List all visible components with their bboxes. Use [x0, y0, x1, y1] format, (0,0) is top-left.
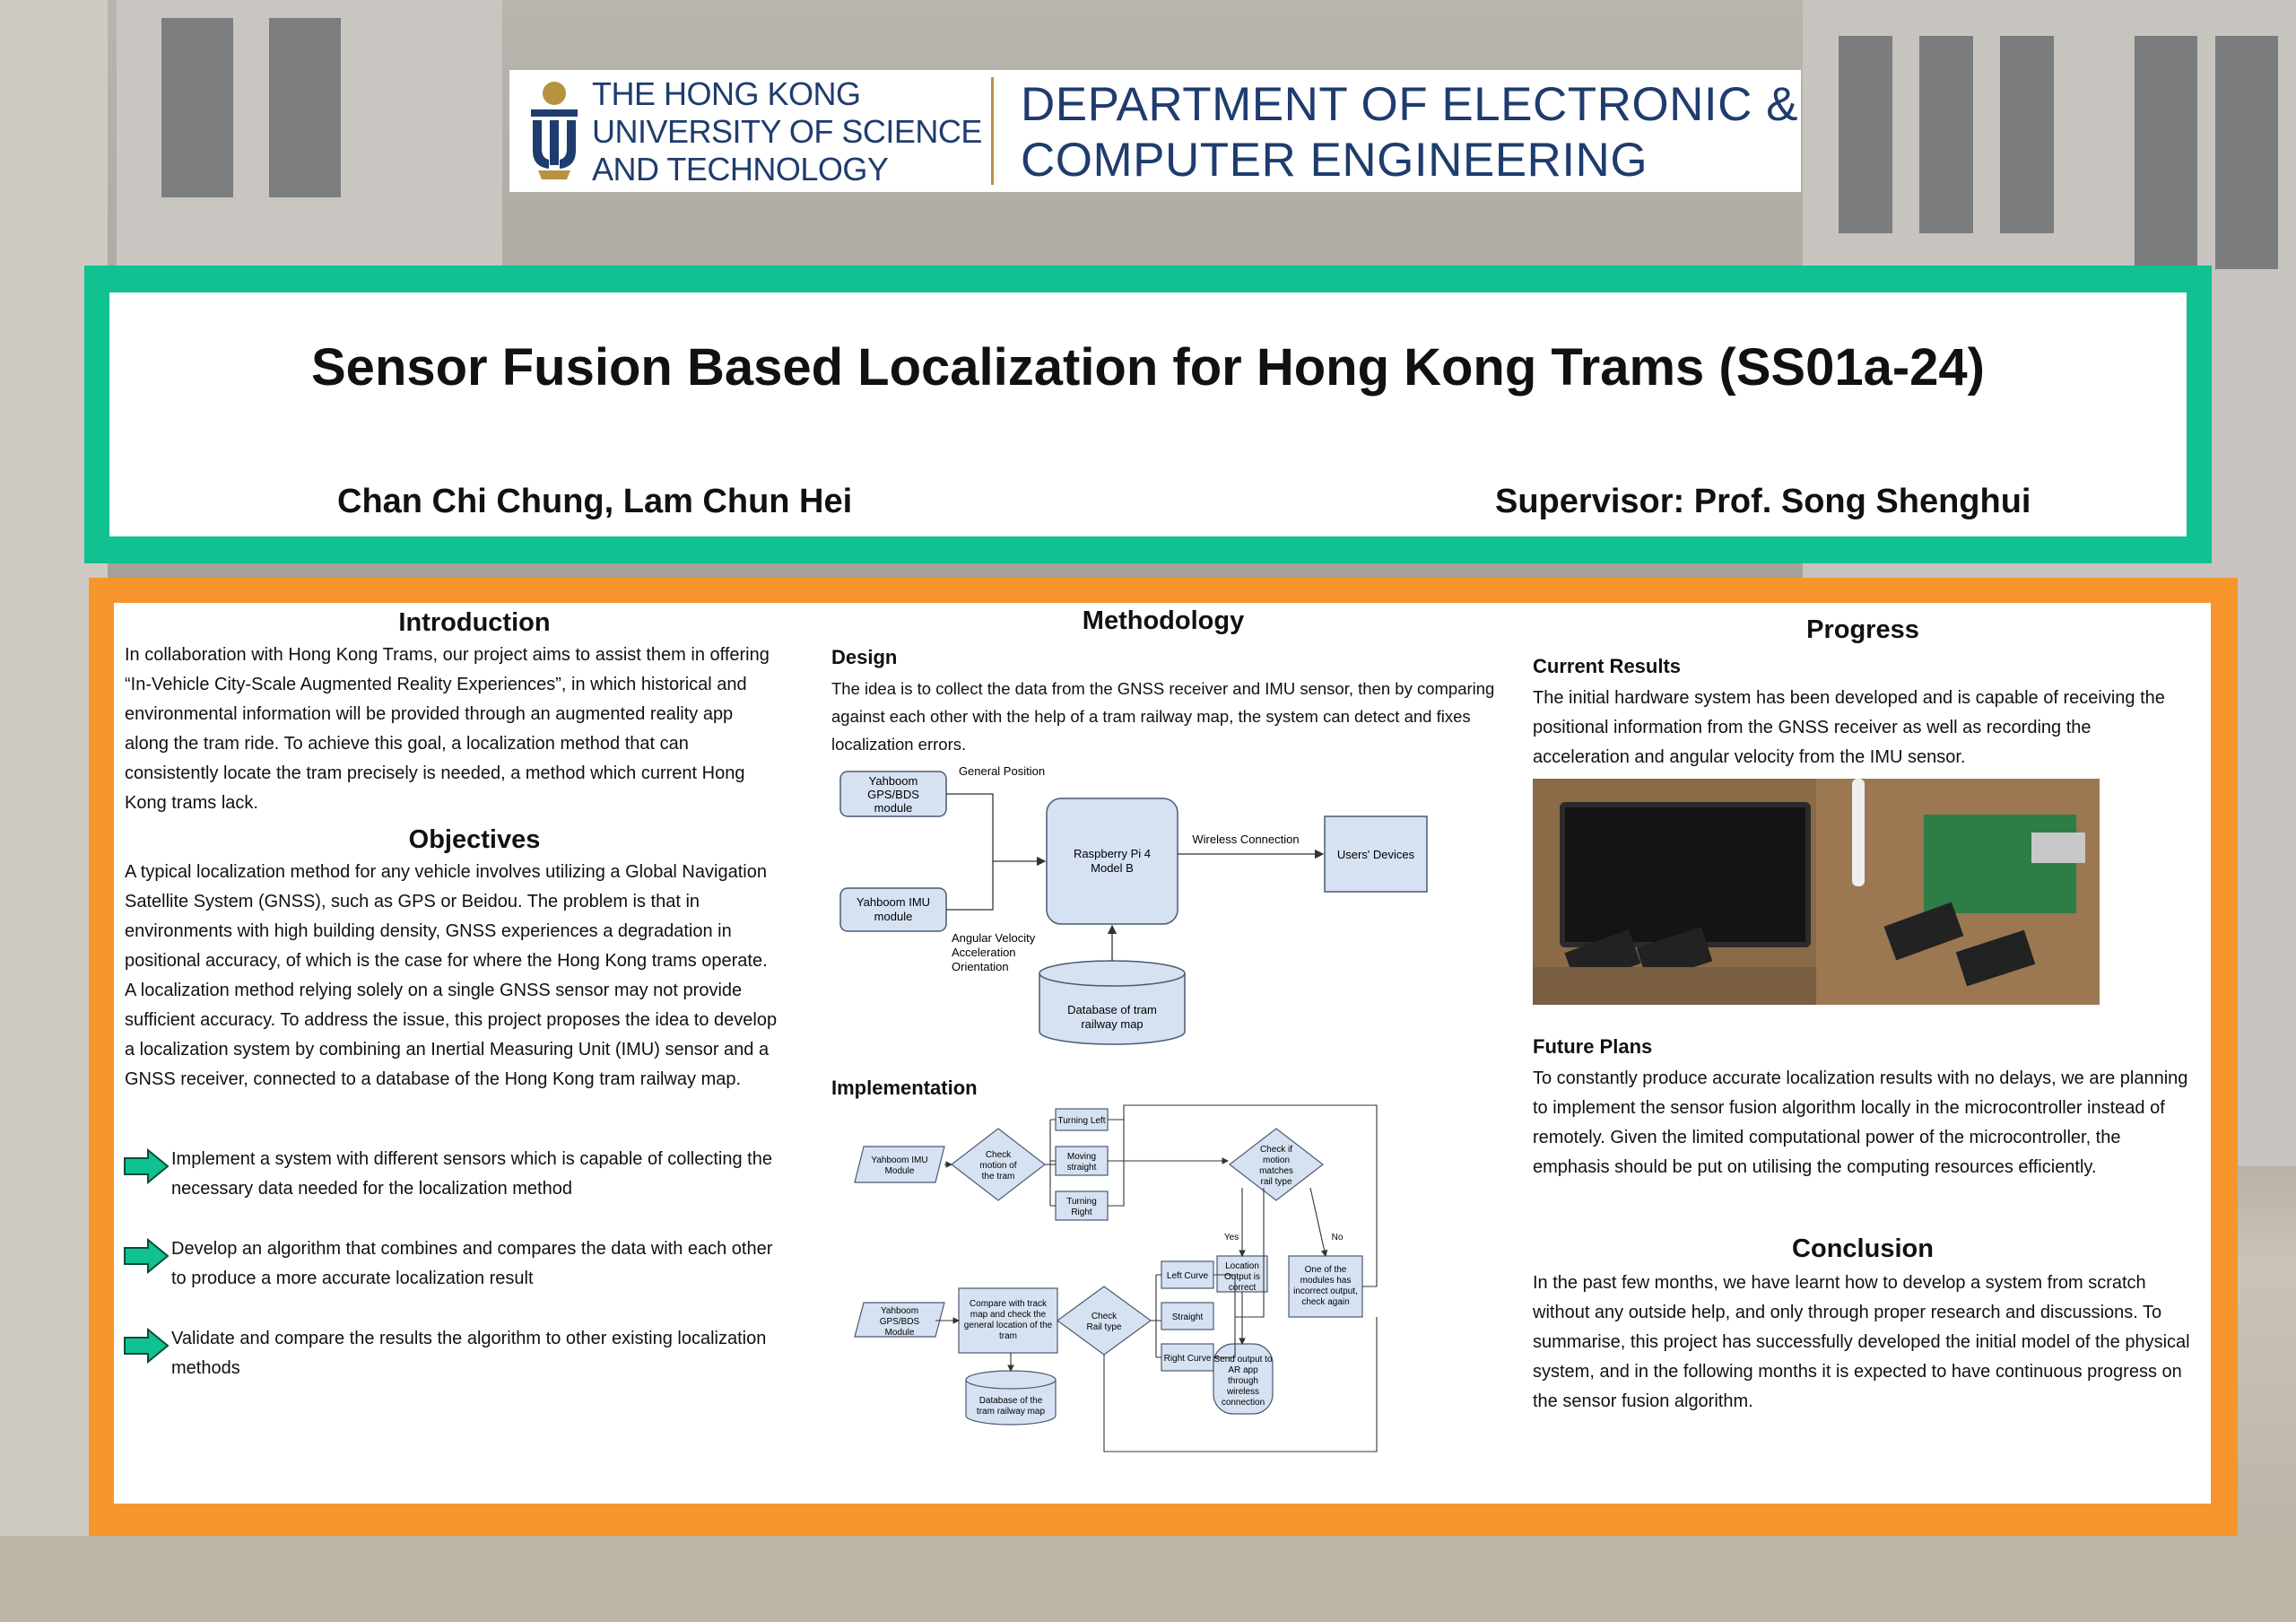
content-frame — [89, 578, 2238, 1536]
text-line: environments with high building density, GNSS experiences a degradation in — [125, 921, 732, 941]
current-results-heading: Current Results — [1533, 655, 1682, 677]
text-line: without any outside help, and only through proper research and discussions. To — [1533, 1303, 2162, 1322]
flow-label: Location — [1225, 1261, 1259, 1271]
bullet-arrow-icon — [123, 1148, 170, 1184]
diagram-label: GPS/BDS — [867, 788, 919, 801]
text-line: In collaboration with Hong Kong Trams, our project aims to assist them in offering — [125, 645, 770, 665]
imu-output-label: Orientation — [952, 960, 1009, 973]
supervisor: Supervisor: Prof. Song Shenghui — [1495, 483, 2031, 520]
diagram-label: Raspberry Pi 4 — [1074, 847, 1151, 860]
flow-label: Turning — [1066, 1197, 1097, 1207]
objectives-para-2 — [125, 976, 842, 1094]
flow-label: Right Curve — [1163, 1354, 1212, 1364]
hardware-photo-raspberry-pi — [1816, 779, 2100, 1005]
flow-label: Database of the — [978, 1396, 1043, 1406]
flow-label: Check if — [1259, 1145, 1293, 1155]
flow-label: Yahboom IMU — [871, 1155, 928, 1165]
flow-label: Right — [1071, 1208, 1092, 1217]
flow-label: motion of — [979, 1161, 1017, 1171]
text-line: to implement the sensor fusion algorithm locally in the microcontroller instead of — [1533, 1098, 2165, 1118]
text-line: A typical localization method for any vehicle involves utilizing a Global Navigation — [125, 862, 767, 882]
flow-label: motion — [1262, 1155, 1291, 1165]
diagram-label: Users' Devices — [1336, 848, 1415, 861]
text-line: Kong trams lack. — [125, 793, 258, 813]
arrow-imu-to-pi — [946, 861, 993, 910]
design-heading: Design — [831, 646, 898, 668]
flow-label: map and check the — [970, 1310, 1047, 1320]
flow-label: Yes — [1223, 1233, 1239, 1243]
title-frame — [84, 266, 2212, 563]
department-name-line-2: COMPUTER ENGINEERING — [1021, 134, 1648, 187]
flow-label: tram — [999, 1331, 1017, 1341]
bullet-arrow-icon — [123, 1238, 170, 1274]
text-line: “In-Vehicle City-Scale Augmented Reality Experiences”, in which historical and — [125, 675, 747, 694]
text-line: acceleration and angular velocity from the IMU sensor. — [1533, 747, 1966, 767]
text-line: In the past few months, we have learnt how to develop a system from scratch — [1533, 1273, 2146, 1293]
raspberry-pi-box — [1047, 798, 1178, 924]
hardware-photo-display — [1533, 779, 1816, 1005]
implementation-heading: Implementation — [831, 1077, 978, 1099]
gnss-module-box — [840, 772, 946, 816]
university-name-line-1: THE HONG KONG — [592, 75, 861, 112]
text-line: against each other with the help of a tram railway map, the system can detect and fixes — [831, 707, 1471, 726]
text-line: GNSS receiver, connected to a database of the Hong Kong tram railway map. — [125, 1069, 742, 1089]
text-line: remotely. Given the limited computational power of the microcontroller, the — [1533, 1128, 2121, 1147]
logo-divider — [991, 77, 994, 185]
text-line: necessary data needed for the localization method — [171, 1179, 572, 1199]
flow-label: Compare with track — [969, 1299, 1048, 1309]
text-line: A localization method relying solely on a single GNSS sensor may not provide — [125, 981, 743, 1000]
text-line: positional accuracy, of which is the case for where the Hong Kong trams operate. — [125, 951, 768, 971]
text-line: to produce a more accurate localization result — [171, 1269, 534, 1288]
text-line: To constantly produce accurate localization results with no delays, we are planning — [1533, 1068, 2188, 1088]
introduction-heading: Introduction — [398, 608, 551, 637]
flow-label: through — [1228, 1376, 1258, 1386]
current-results-text — [1533, 684, 2205, 772]
flow-label: modules has — [1300, 1276, 1352, 1286]
text-line: Implement a system with different sensors which is capable of collecting the — [171, 1149, 772, 1169]
flow-label: wireless — [1226, 1387, 1260, 1397]
logo-banner — [509, 70, 1801, 192]
flow-label: Rail type — [1086, 1322, 1122, 1332]
future-plans-heading: Future Plans — [1533, 1035, 1653, 1058]
text-line: system, and in the following months it is expected to have continuous progress on — [1533, 1362, 2182, 1382]
flow-label: rail type — [1260, 1177, 1292, 1187]
text-line: Validate and compare the results the algorithm to other existing localization — [171, 1329, 767, 1348]
diagram-label: railway map — [1081, 1017, 1144, 1031]
flow-label: Check — [1091, 1312, 1118, 1321]
flow-label: tram railway map — [976, 1407, 1046, 1417]
diagram-label: module — [874, 910, 913, 923]
text-line: sufficient accuracy. To address the issue, this project proposes the idea to develop — [125, 1010, 778, 1030]
text-line: positional information from the GNSS receiver as well as recording the — [1533, 718, 2092, 737]
objectives-para-1 — [125, 858, 842, 976]
flow-label: Check — [985, 1150, 1012, 1160]
text-line: along the tram ride. To achieve this goal, a localization method that can — [125, 734, 689, 754]
university-name-line-2: UNIVERSITY OF SCIENCE — [592, 113, 982, 150]
design-text — [831, 675, 1531, 758]
flow-label: matches — [1259, 1166, 1293, 1176]
design-diagram — [831, 763, 1450, 1059]
text-line: Develop an algorithm that combines and compares the data with each other — [171, 1239, 773, 1259]
bullet-arrow-icon — [123, 1328, 170, 1364]
progress-heading: Progress — [1806, 615, 1919, 644]
future-plans-text — [1533, 1064, 2205, 1182]
flow-label: Turning Left — [1057, 1116, 1106, 1126]
conclusion-heading: Conclusion — [1792, 1234, 1934, 1263]
flow-label: incorrect output, — [1293, 1286, 1358, 1296]
flow-label: Send output to — [1213, 1355, 1273, 1365]
flow-label: correct — [1228, 1283, 1257, 1293]
users-devices-box — [1325, 816, 1427, 892]
authors: Chan Chi Chung, Lam Chun Hei — [337, 483, 853, 520]
text-line: summarise, this project has successfully developed the initial model of the physical — [1533, 1332, 2190, 1352]
imu-output-label: Acceleration — [952, 946, 1016, 959]
content-box — [114, 603, 2211, 1504]
implementation-flowchart — [837, 1102, 1456, 1478]
flow-label: AR app — [1228, 1365, 1258, 1375]
diagram-label: module — [874, 801, 913, 815]
diagram-label: Yahboom — [868, 774, 918, 788]
hkust-crest-icon — [526, 79, 583, 183]
arrow-gnss-to-pi — [946, 794, 1045, 861]
flow-label: Straight — [1171, 1312, 1204, 1322]
diagram-label: Model B — [1091, 861, 1134, 875]
methodology-heading: Methodology — [1082, 606, 1245, 635]
text-line: a localization system by combining an Inertial Measuring Unit (IMU) sensor and a — [125, 1040, 770, 1060]
conclusion-text — [1533, 1269, 2205, 1417]
objective-bullet-3 — [171, 1324, 853, 1383]
diagram-label: Database of tram — [1067, 1003, 1157, 1016]
title-box — [109, 292, 2187, 536]
flow-label: straight — [1066, 1163, 1097, 1173]
imu-output-label: Angular Velocity — [952, 931, 1036, 945]
flow-label: No — [1331, 1233, 1344, 1243]
flow-label: One of the — [1304, 1265, 1347, 1275]
general-position-label: General Position — [958, 764, 1046, 778]
flow-label: Module — [884, 1166, 915, 1176]
flow-label: check again — [1301, 1297, 1350, 1307]
flow-label: connection — [1221, 1398, 1265, 1408]
text-line: the sensor fusion algorithm. — [1533, 1391, 1753, 1411]
text-line: methods — [171, 1358, 240, 1378]
flow-label: Left Curve — [1166, 1271, 1209, 1281]
university-name-line-3: AND TECHNOLOGY — [592, 151, 889, 187]
flow-label: general location of the — [963, 1321, 1053, 1330]
text-line: The idea is to collect the data from the GNSS receiver and IMU sensor, then by comparing — [831, 679, 1495, 698]
database-cylinder — [1039, 961, 1185, 1044]
flow-label: Moving — [1066, 1152, 1097, 1162]
flow-label: Yahboom — [880, 1306, 919, 1316]
text-line: The initial hardware system has been developed and is capable of receiving the — [1533, 688, 2165, 708]
text-line: emphasis should be put on utilising the computing resources efficiently. — [1533, 1157, 2097, 1177]
flow-label: Output is — [1223, 1272, 1261, 1282]
flow-label: Module — [884, 1328, 915, 1338]
text-line: consistently locate the tram precisely is needed, a method which current Hong — [125, 763, 745, 783]
imu-module-box — [840, 888, 946, 931]
introduction-text — [125, 641, 842, 818]
objective-bullet-2 — [171, 1234, 853, 1294]
database-cylinder-top — [966, 1371, 1056, 1389]
flow-label: GPS/BDS — [879, 1317, 920, 1327]
diagram-label: Yahboom IMU — [856, 895, 931, 909]
flow-label: the tram — [981, 1172, 1015, 1182]
objectives-heading: Objectives — [408, 825, 541, 854]
text-line: environmental information will be provided through an augmented reality app — [125, 704, 734, 724]
poster-title: Sensor Fusion Based Localization for Hong Kong Trams (SS01a-24) — [311, 338, 1985, 397]
text-line: Satellite System (GNSS), such as GPS or Beidou. The problem is that in — [125, 892, 700, 911]
department-name-line-1: DEPARTMENT OF ELECTRONIC & — [1021, 78, 1799, 131]
objective-bullet-1 — [171, 1145, 853, 1204]
wireless-label: Wireless Connection — [1192, 833, 1300, 846]
text-line: localization errors. — [831, 735, 967, 754]
